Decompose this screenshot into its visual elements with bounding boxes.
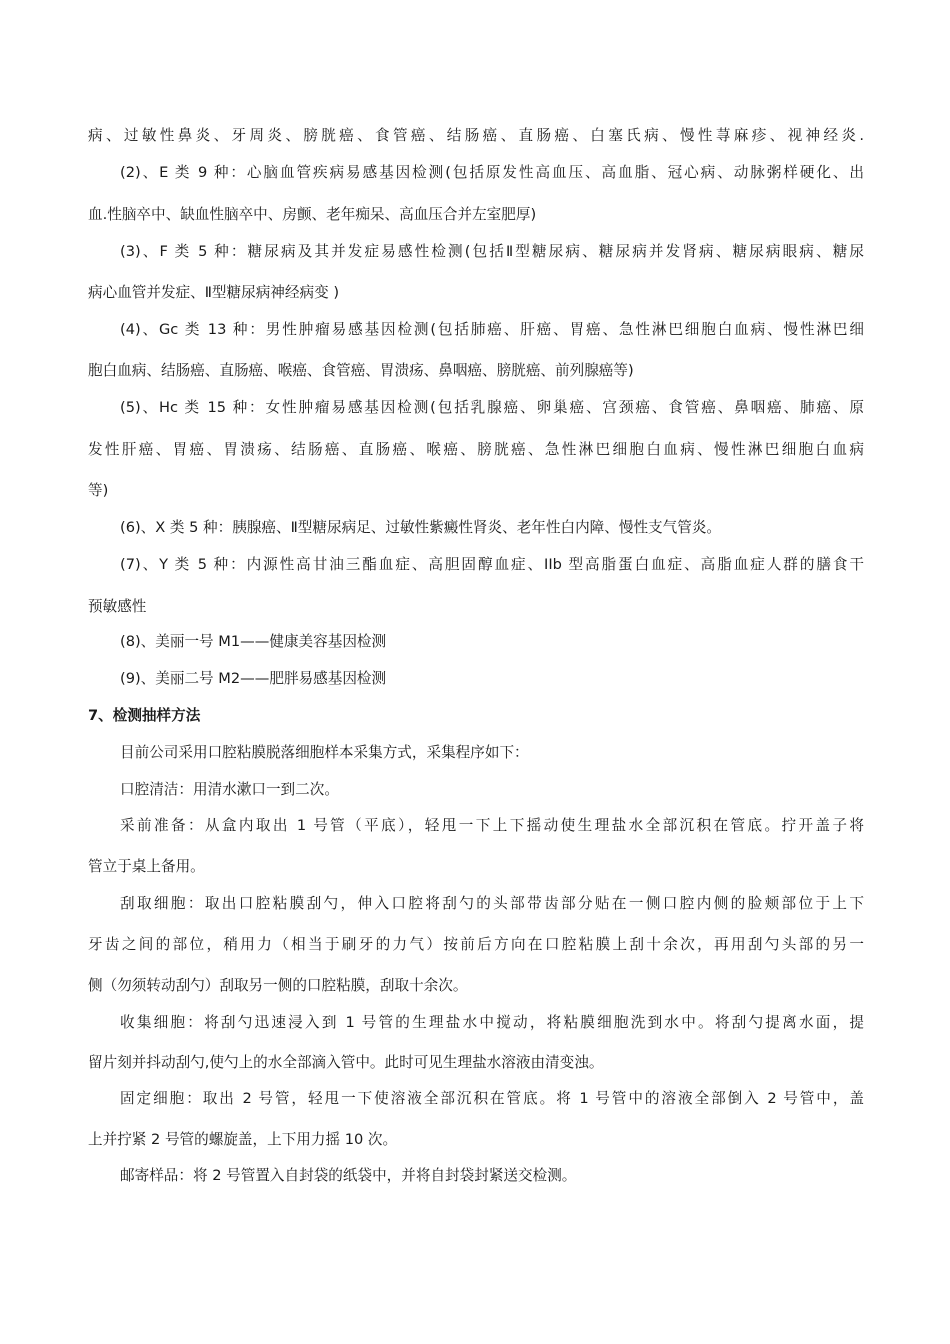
text-line: 预敏感性 bbox=[88, 598, 147, 615]
text-line: 刮取细胞：取出口腔粘膜刮勺，伸入口腔将刮勺的头部带齿部分贴在一侧口腔内侧的脸颊部位于上下 bbox=[120, 895, 864, 912]
text-line: 留片刻并抖动刮勺,使勺上的水全部滴入管中。此时可见生理盐水溶液由清变浊。 bbox=[88, 1054, 604, 1071]
section-heading: 7、检测抽样方法 bbox=[88, 707, 201, 724]
text-line: 病、过敏性鼻炎、牙周炎、膀胱癌、食管癌、结肠癌、直肠癌、白塞氏病、慢性荨麻疹、视神经炎. bbox=[88, 127, 864, 144]
text-line: 收集细胞：将刮勺迅速浸入到 1 号管的生理盐水中搅动，将粘膜细胞洗到水中。将刮勺提离水面，提 bbox=[120, 1014, 864, 1031]
text-line: 侧（勿须转动刮勺）刮取另一侧的口腔粘膜，刮取十余次。 bbox=[88, 977, 468, 994]
text-line: 牙齿之间的部位，稍用力（相当于刷牙的力气）按前后方向在口腔粘膜上刮十余次，再用刮勺头部的另一 bbox=[88, 936, 864, 953]
text-line: (8)、美丽一号 M1——健康美容基因检测 bbox=[120, 633, 387, 650]
text-line: 等) bbox=[88, 482, 109, 499]
text-line: 采前准备：从盒内取出 1 号管（平底），轻甩一下上下摇动使生理盐水全部沉积在管底。拧开盖子将 bbox=[120, 817, 864, 834]
text-line: (2)、E 类 9 种：心脑血管疾病易感基因检测(包括原发性高血压、高血脂、冠心病、动脉粥样硬化、出 bbox=[120, 164, 864, 181]
text-line: 发性肝癌、胃癌、胃溃疡、结肠癌、直肠癌、喉癌、膀胱癌、急性淋巴细胞白血病、慢性淋巴细胞白血病 bbox=[88, 441, 864, 458]
text-line: 目前公司采用口腔粘膜脱落细胞样本采集方式，采集程序如下： bbox=[120, 744, 529, 761]
text-line: 病心血管并发症、Ⅱ型糖尿病神经病变 ) bbox=[88, 284, 340, 301]
text-line: 血.性脑卒中、缺血性脑卒中、房颤、老年痴呆、高血压合并左室肥厚) bbox=[88, 206, 537, 223]
text-line: 胞白血病、结肠癌、直肠癌、喉癌、食管癌、胃溃疡、鼻咽癌、膀胱癌、前列腺癌等) bbox=[88, 362, 634, 379]
text-line: 固定细胞：取出 2 号管，轻甩一下使溶液全部沉积在管底。将 1 号管中的溶液全部倒入 2 号管中，盖 bbox=[120, 1090, 864, 1107]
text-line: (4)、Gc 类 13 种：男性肿瘤易感基因检测(包括肺癌、肝癌、胃癌、急性淋巴细胞白血病、慢性淋巴细 bbox=[120, 321, 864, 338]
text-line: 管立于桌上备用。 bbox=[88, 858, 205, 875]
text-line: (7)、Y 类 5 种：内源性高甘油三酯血症、高胆固醇血症、IIb 型高脂蛋白血症、高脂血症人群的膳食干 bbox=[120, 556, 864, 573]
text-line: (9)、美丽二号 M2——肥胖易感基因检测 bbox=[120, 670, 387, 687]
text-line: 口腔清洁：用清水漱口一到二次。 bbox=[120, 781, 339, 798]
text-line: (6)、X 类 5 种：胰腺癌、Ⅱ型糖尿病足、过敏性紫癜性肾炎、老年性白内障、慢性支气管炎。 bbox=[120, 519, 722, 536]
text-line: 邮寄样品：将 2 号管置入自封袋的纸袋中，并将自封袋封紧送交检测。 bbox=[120, 1167, 577, 1184]
text-line: (5)、Hc 类 15 种：女性肿瘤易感基因检测(包括乳腺癌、卵巢癌、宫颈癌、食管癌、鼻咽癌、肺癌、原 bbox=[120, 399, 864, 416]
text-line: 上并拧紧 2 号管的螺旋盖，上下用力摇 10 次。 bbox=[88, 1131, 398, 1148]
text-line: (3)、F 类 5 种：糖尿病及其并发症易感性检测(包括Ⅱ型糖尿病、糖尿病并发肾病、糖尿病眼病、糖尿 bbox=[120, 243, 864, 260]
